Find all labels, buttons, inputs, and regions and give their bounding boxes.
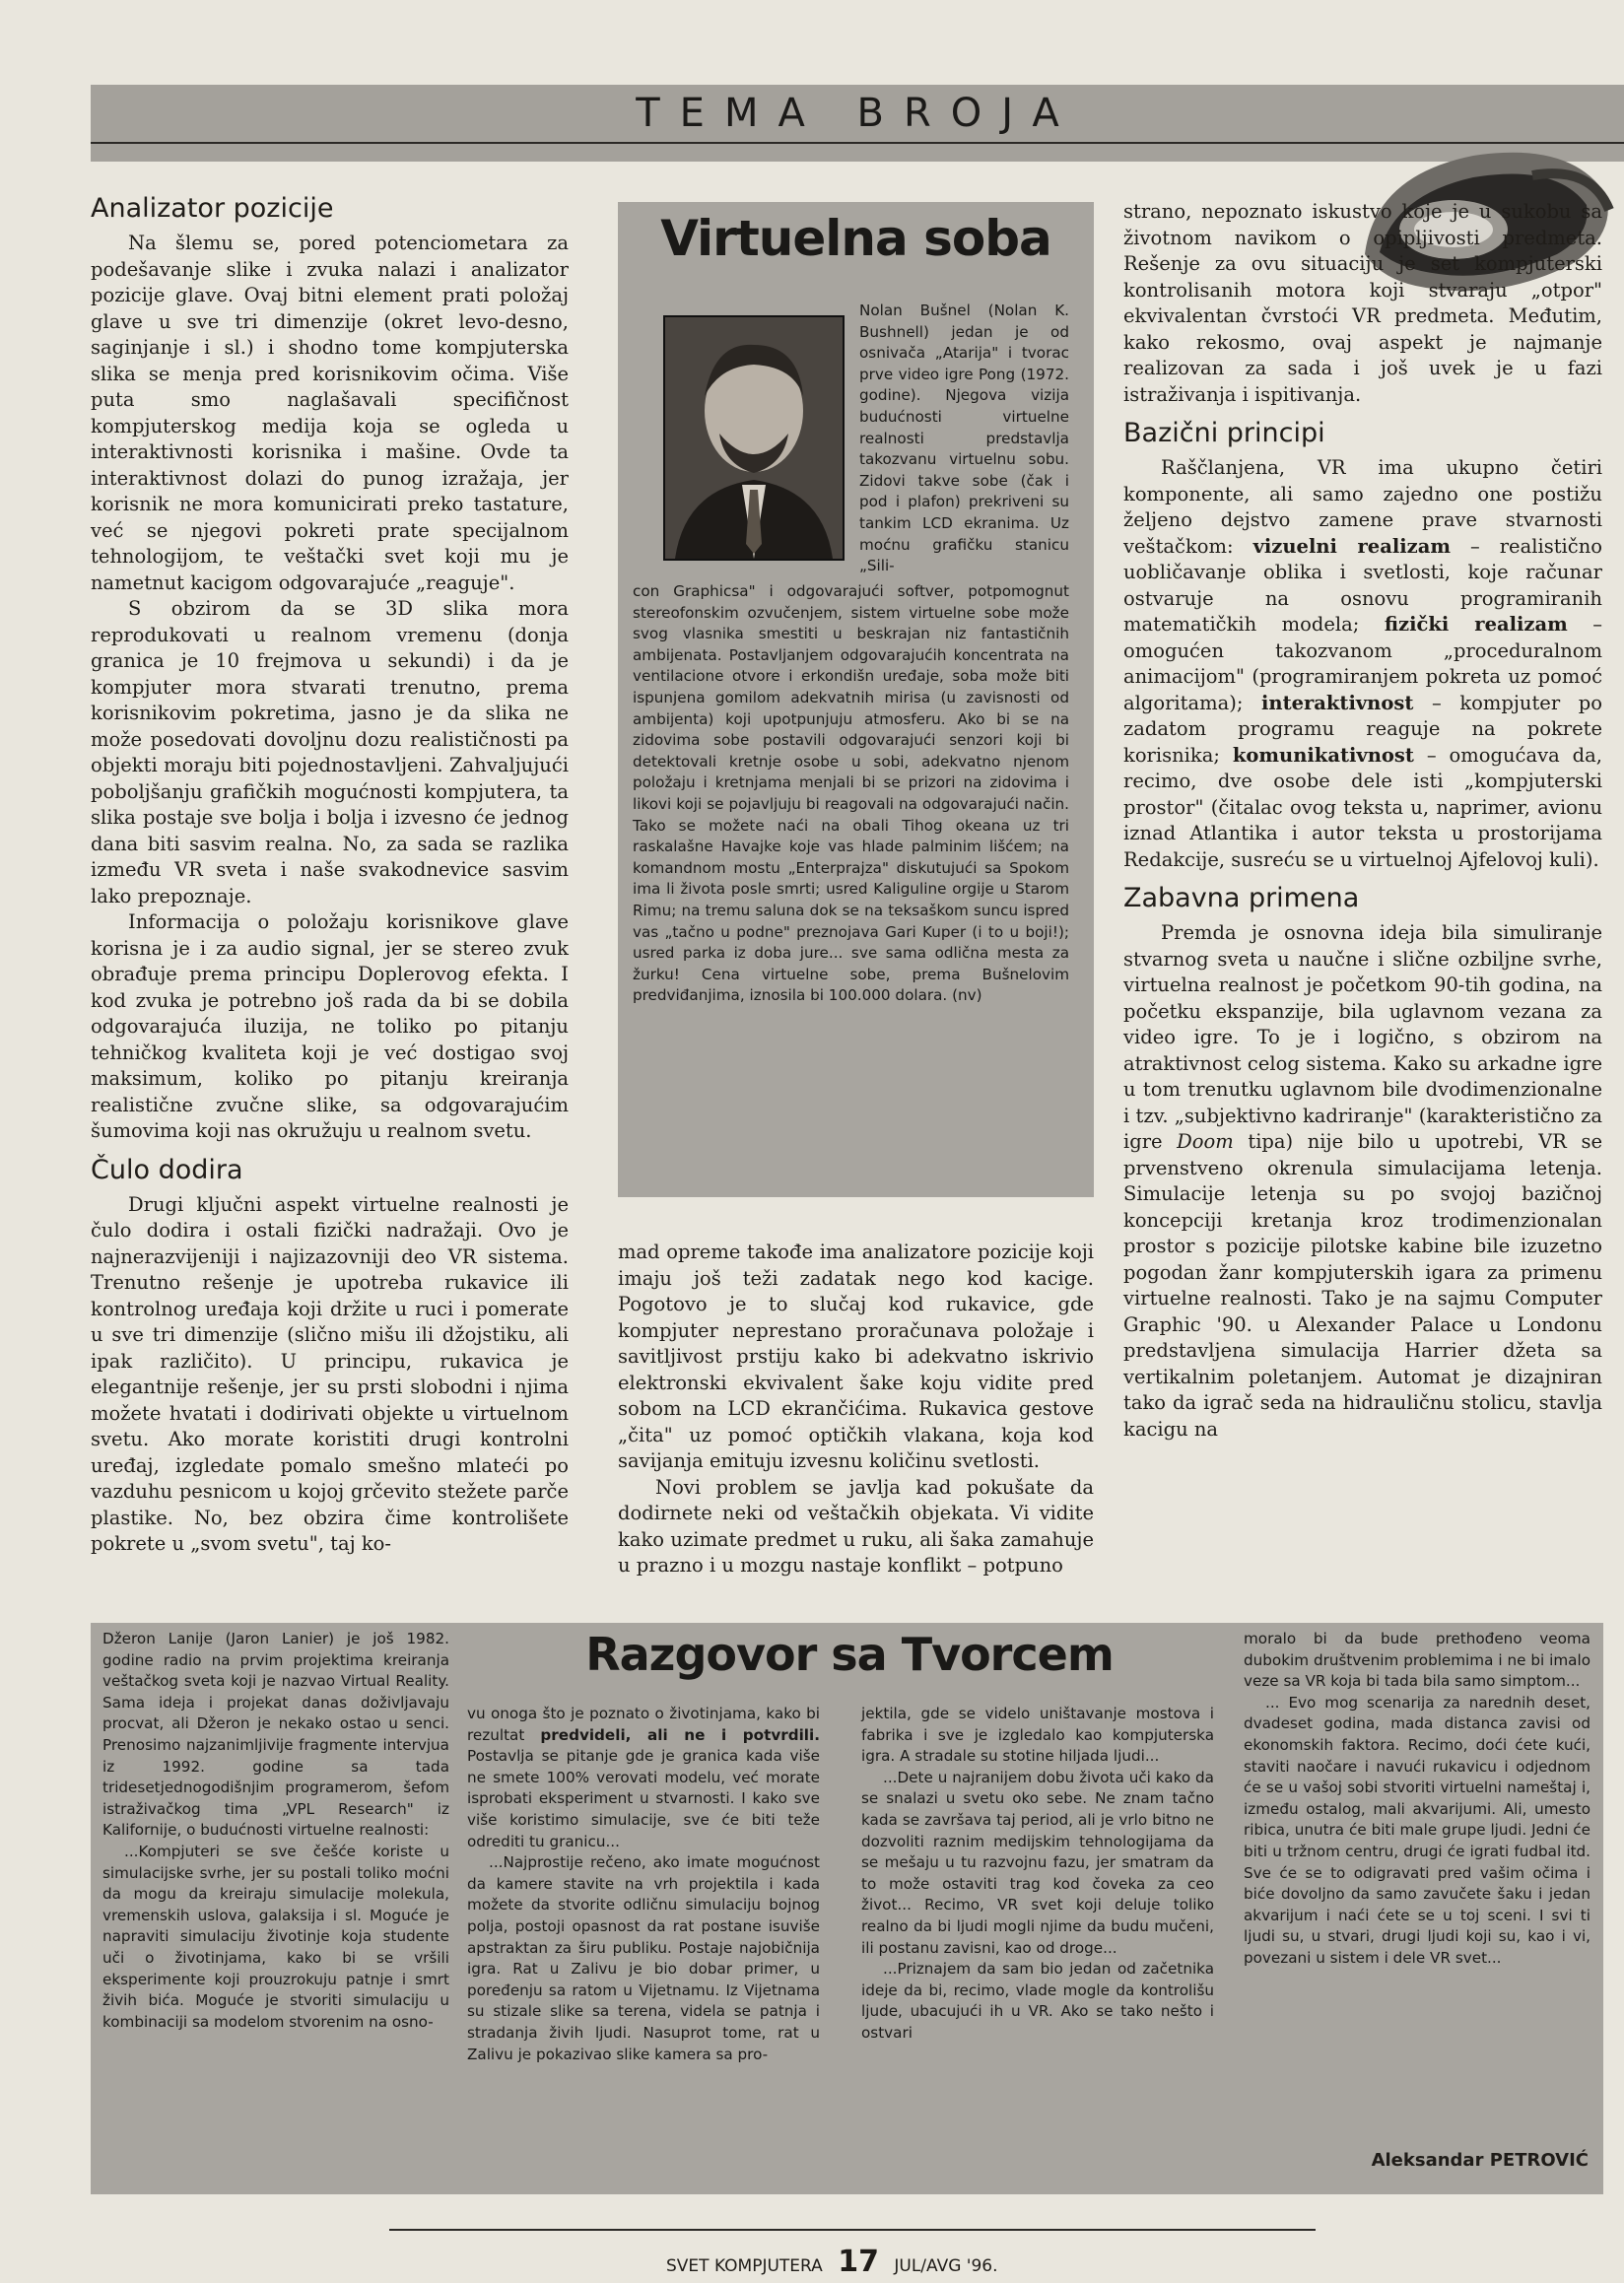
footer — [666, 2245, 1060, 2279]
text: tipa) nije bilo u upotrebi, VR se prvenstveno okrenula simulacijama letenja. Simulacije letenja su po svojoj bazičnoj koncepciji kretanja kroz trodimenzionalan prostor s pozicije pilotske kabine bile izuzetno pogodan žanr kompjuterskih igara za primenu virtuelne realnosti. Tako je na sajmu Computer Graphic '90. u Alexander Palace u Londonu predstavljena simulacija Harrier džeta sa vertikalnim poletanjem. Automat je dizajniran tako da igrač seda na hidrauličnu stolicu, stavlja kacigu na — [1123, 1130, 1602, 1441]
interview-quote: moralo bi da bude prethođeno veoma dubokim društvenim problemima i ne bi imalo veze sa VR koja bi tada bila samo simptom... — [1244, 1630, 1590, 1691]
sidebar-virtuelna-soba — [618, 202, 1094, 1197]
text: – realistično uobličavanje oblika i svetlosti, koje računar ostvaruje na osnovu programiranih matematičkih modela; — [1123, 534, 1603, 636]
sidebar-text-full: con Graphicsa" i odgovarajući softver, potpomognut stereofonskim ozvučenjem, sistem virtuelne sobe može svog vlasnika smestiti u beskrajan niz fantastičnih ambijenata. Postavljanjem odgovarajućih koncentrata na ventilacione otvore i erkondišn uređaje, soba može biti ispunjena gomilom adekvatnih mirisa (u zavisnosti od ambijenta) koji upotpunjuju atmosferu. Ako bi se na zidovima sobe postavili odgovarajući senzori koji bi detektovali kretnje osobe u sobi, adekvatno njenom položaju i kretnjama menjali bi se prizori na zidovima i likovi koji se pojavljuju bi reagovali na odgovarajući način. Tako se možete naći na obali Tihog okeana uz tri raskalašne Havajke koje vas hlade palminim lišćem; na komandnom mostu „Enterprajza" diskutujući sa Spokom ima li života posle smrti; usred Kaliguline orgije u Starom Rimu; na tremu saluna dok se na teksaškom suncu ispred vas „tačno u podne" preznojava Gari Kuper (i to u boji!); usred parka iz doba jure... sve sama odlična mesta za žurku! Cena virtuelne sobe, prema Bušnelovim predviđanjima, iznosila bi 100.000 dolara. (nv) — [633, 582, 1069, 1005]
heading-bazicni: Bazični principi — [1123, 418, 1325, 448]
term-vizuelni: vizuelni realizam — [1252, 534, 1452, 558]
text: – kompjuter po zadatom programu reaguje na pokrete korisnika; — [1123, 691, 1602, 767]
interview-col-1 — [102, 1629, 449, 2033]
text: vu onoga što je poznato o životinjama, kako bi rezultat — [467, 1705, 820, 1744]
heading-zabavna: Zabavna primena — [1123, 883, 1360, 913]
heading-culo-dodira: Čulo dodira — [91, 1154, 243, 1185]
author-byline: Aleksandar PETROVIĆ — [1371, 2150, 1589, 2171]
interview-quote: ...Priznajem da sam bio jedan od začetnika ideje da bi, recimo, vlade mogle da kontrolišu ljude, ubacujući ih u VR. Ako se tako nešto i ostvari — [861, 1960, 1214, 2042]
interview-col-3 — [861, 1704, 1214, 2045]
paragraph: Drugi ključni aspekt virtuelne realnosti je čulo dodira i ostali fizički nadražaji. Ovo je najnerazvijeniji i najizazovniji deo VR sistema. Trenutno rešenje je upotreba rukavice ili kontrolnog uređaja koji držite u ruci i pomerate u sve tri dimenzije (slično mišu ili džojstiku, ali ipak različito). U principu, rukavica je elegantnije rešenje, jer su prsti slobodni i njima možete hvatati i dodirivati objekte u virtuelnom svetu. Ako morate koristiti drugi kontrolni uređaj, izgledate pomalo smešno mlateći po vazduhu pesnicom u kojoj grčevito stežete parče plastike. No, bez obzira čime kontrolišete pokrete u „svom svetu", taj ko- — [91, 1192, 569, 1555]
interview-quote: ...Najprostije rečeno, ako imate mogućnost da kamere stavite na vrh projektila i kada možete da stvorite odličnu simulaciju bojnog polja, postoji opasnost da rat postane isuviše apstraktan za širu publiku. Postaje najobičnija igra. Rat u Zalivu je bio dobar primer, u poređenju sa ratom u Vijetnamu. Iz Vijetnama su stizale slike sa terena, videla se patnja i stradanja živih ljudi. Nasuprot tome, rat u Zalivu je pokazivao slike kamera sa pro- — [467, 1853, 820, 2063]
text: – omogućen takozvanom „proceduralnom animacijom" (programiranjem pokreta uz pomoć algoritama); — [1123, 613, 1602, 714]
paragraph — [1123, 920, 1602, 1443]
footer-issue: JUL/AVG '96. — [894, 2256, 998, 2276]
term-komunikativnost: komunikativnost — [1232, 743, 1414, 767]
paragraph: S obzirom da se 3D slika mora reprodukovati u realnom vremenu (donja granica je 10 frejmova u sekundi) i da je kompjuter mora stvarati trenutno, prema korisnikovim pokretima, jasno je da slika ne može posedovati dovoljnu dozu realističnosti pa objekti moraju biti pojednostavljeni. Zahvaljujući poboljšanju grafičkih mogućnosti kompjutera, ta slika postaje sve bolja i bolja i izvesno će jednog dana biti sasvim realna. No, za sada se razlika između VR sveta i naše svakodnevice sasvim lako prepoznaje. — [91, 597, 569, 907]
footer-magazine: SVET KOMPJUTERA — [666, 2256, 823, 2276]
right-column — [1123, 199, 1602, 1443]
interview-col-4 — [1244, 1629, 1590, 1970]
footer-rule — [389, 2229, 1316, 2231]
game-title: Doom — [1177, 1130, 1234, 1153]
footer-page-number: 17 — [838, 2245, 879, 2279]
interview-quote — [467, 1704, 820, 1852]
text: Premda je osnovna ideja bila simuliranje stvarnog sveta u naučne i slične ozbiljne svrhe, virtuelna realnost je početkom 90-tih godina, na početku ekspanzije, bila uglavnom vezana za video igre. To je i logično, s obzirom na atraktivnost celog sistema. Kako su arkadne igre u tom trenutku uglavnom bile dvodimenzionalne i tzv. „subjektivno kadriranje" (karakteristično za igre — [1123, 921, 1602, 1153]
paragraph: Na šlemu se, pored potenciometara za podešavanje slike i zvuka nalazi i analizator pozicije glave. Ovaj bitni element prati položaj glave u sve tri dimenzije (okret levo-desno, saginjanje i sl.) i shodno tome kompjuterska slika se menja pred korisnikovim očima. Više puta smo naglašavali specifičnost kompjuterskog medija koja se ogleda u interaktivnosti korisnika i mašine. Ovde ta interaktivnost dolazi do punog izražaja, jer korisnik ne mora komunicirati preko tastature, već se njegovi pokreti prate specijalnom tehnologijom, te veštački svet koji mu je nametnut kacigom odgovarajuće „reaguje". — [91, 232, 569, 594]
left-column — [91, 193, 569, 1558]
paragraph: Informacija o položaju korisnikove glave korisna je i za audio signal, jer se stereo zvuk obrađuje prema principu Doplerovog efekta. I kod zvuka je potrebno još rada da bi se dobila odgovarajuća iluzija, ne toliko po pitanju tehničkog kvaliteta koji je već dostigao svoj maksimum, koliko po pitanju kreiranja realistične zvučne slike, sa odgovarajućim šumovima koji nas okružuju u realnom svetu. — [91, 910, 569, 1142]
interview-intro: Džeron Lanije (Jaron Lanier) je još 1982. godine radio na prvim projektima kreiranja veštačkog sveta koji je nazvao Virtual Reality. Sama ideja i projekat danas doživljavaju procvat, ali Džeron je nekako ostao u senci. Prenosimo najzanimljivije fragmente intervjua iz 1992. godine sa tada tridesetjednogodišnjim programerom, šefom istraživačkog tima „VPL Research" iz Kalifornije, o budućnosti virtuelne realnosti: — [102, 1630, 449, 1840]
intro-text: strano, nepoznato iskustvo koje je u sukobu sa životnom navikom o opipljivosti predmeta. Rešenje za ovu situaciju je set kompjuterski kontrolisanih motora koji stvaraju „otpor" ekvivalentan čvrstoći VR predmeta. Međutim, kako rekosmo, ovaj aspekt je najmanje realizovan za sada i još uvek je u fazi istraživanja i ispitivanja. — [1123, 200, 1602, 406]
interview-col-2 — [467, 1704, 820, 2065]
paragraph: mad opreme takođe ima analizatore pozicije koji imaju još teži zadatak nego kod kacige. Pogotovo je to slučaj kod rukavice, gde kompjuter neprestano proračunava položaje i savitljivost prstiju kako bi adekvatno iskrivio elektronski ekvivalent šake koju vidite pred sobom na LCD ekrančićima. Rukavica gestove „čita" uz pomoć optičkih vlakana, koja kod savijanja emituju izvesnu količinu svetlosti. — [618, 1241, 1094, 1472]
term-fizicki: fizički realizam — [1384, 613, 1568, 636]
interview-box — [91, 1623, 1603, 2194]
interview-quote: ... Evo mog scenarija za narednih deset, dvadeset godina, mada distanca zavisi od ekonomskih faktora. Recimo, doći ćete kući, staviti naočare i navući rukavicu i odjednom će se u vašoj sobi stvoriti virtuelni nameštaj i, između ostalog, mali akvarijumi. Ali, umesto ribica, unutra će biti male grupe ljudi. Jedni će biti u tržnom centru, drugi će igrati fudbal itd. Sve će se to odigravati pred vašim očima i biće dovoljno da samo zavučete šaku i jedan akvarijum i naći ćete se u toj sceni. I svi ti ljudi su, u stvari, drugi ljudi koji su, kao i vi, povezani u sistem i dele VR svet... — [1244, 1693, 1590, 1967]
paragraph: Novi problem se javlja kad pokušate da dodirnete neki od veštačkih objekata. Vi vidite kako uzimate predmet u ruku, ali šaka zamahuje u prazno i u mozgu nastaje konflikt – potpuno — [618, 1475, 1094, 1577]
sidebar-text-side: Nolan Bušnel (Nolan K. Bushnell) jedan je od osnivača „Atarija" i tvorac prve video igre Pong (1972. godine). Njegova vizija budućnosti virtuelne realnosti predstavlja takozvanu virtuelnu sobu. Zidovi takve sobe (čak i pod i plafon) prekriveni su tankim LCD ekranima. Uz moćnu grafičku stanicu „Sili- — [859, 302, 1069, 575]
paragraph — [1123, 455, 1602, 873]
text: Raščlanjena, VR ima ukupno četiri komponente, ali samo zajedno one postižu željeno dejstvo zamene prave stvarnosti veštačkom: — [1123, 456, 1602, 558]
text: – omogućava da, recimo, dve osobe dele isti „kompjuterski prostor" (čitalac ovog teksta u, naprimer, avionu iznad Atlantika i autor teksta u prostorijama Redakcije, susreću se u virtuelnoj Ajfelovoj kuli). — [1123, 743, 1602, 871]
interview-quote: jektila, gde se videlo uništavanje mostova i fabrika i sve je izgledalo kao kompjuterska igra. A stradale su stotine hiljada ljudi... — [861, 1705, 1214, 1766]
middle-column — [618, 1240, 1094, 1579]
heading-analizator: Analizator pozicije — [91, 193, 334, 224]
portrait-photo — [663, 315, 845, 561]
emphasis: predvideli, ali ne i potvrdili. — [540, 1725, 820, 1744]
paragraph — [1123, 199, 1602, 408]
interview-quote: ...Kompjuteri se sve češće koriste u simulacijske svrhe, jer su postali toliko moćni da mogu da kreiraju simulacije molekula, vremenskih uslova, galaksija i sl. Moguće je napraviti simulaciju životinje koja studente uči o životinjama, kako bi se vršili eksperimente koji prouzrokuju patnje i smrt živih bića. Moguće je stvoriti simulaciju u kombinaciji sa modelom stvorenim na osno- — [102, 1842, 449, 2031]
sidebar-title: Virtuelna soba — [660, 210, 1051, 267]
text: Postavlja se pitanje gde je granica kada više ne smete 100% verovati modelu, već morate isprobati eksperiment u stvarnosti. I kako sve više koristimo simulacije, sve će biti teže odrediti tu granicu... — [467, 1747, 820, 1850]
interview-quote: ...Dete u najranijem dobu života uči kako da se snalazi u svetu oko sebe. Ne znam tačno kada se završava taj period, ali je vrlo bitno ne dozvoliti raznim medijskim tehnologijama da se mešaju u tu razvojnu fazu, jer smatram da to može ostaviti trag kod čoveka za ceo život... Recimo, VR svet koji deluje toliko realno da bi ljudi mogli njime da budu mučeni, ili postanu zavisni, kao od droge... — [861, 1768, 1214, 1957]
term-interaktivnost: interaktivnost — [1261, 691, 1414, 714]
portrait-image — [665, 317, 843, 559]
section-title: TEMA BROJA — [636, 91, 1079, 136]
interview-title: Razgovor sa Tvorcem — [585, 1628, 1114, 1681]
